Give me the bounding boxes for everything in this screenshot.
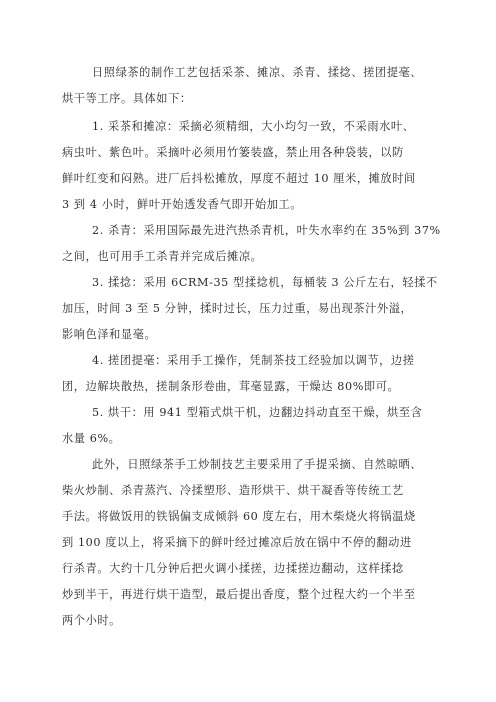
text-line: 2. 杀青：采用国际最先进汽热杀青机，叶失水率约在 35%到 37% [92,224,441,237]
text-line: 两个小时。 [62,614,121,627]
text-line: 鲜叶红变和闷熟。进厂后抖松摊放，厚度不超过 10 厘米，摊放时间 [62,172,416,185]
text-line: 病虫叶、紫色叶。采摘叶必须用竹篓装盛，禁止用各种袋装，以防 [62,146,404,159]
text-line: 加压，时间 3 至 5 分钟，揉时过长，压力过重，易出现茶汁外溢， [62,302,413,315]
text-line: 之间，也可用手工杀青并完成后摊凉。 [62,250,263,263]
text-line: 5. 烘干：用 941 型箱式烘干机，边翻边抖动直至干燥，烘至含 [92,406,423,419]
text-line: 影响色泽和显毫。 [62,328,157,341]
text-line: 日照绿茶的制作工艺包括采茶、摊凉、杀青、揉捻、搓团提毫、 [92,66,423,79]
text-line: 3 到 4 小时，鲜叶开始透发香气即开始加工。 [62,198,303,211]
text-line: 炒到半干，再进行烘干造型，最后提出香度，整个过程大约一个半至 [62,588,416,601]
text-line: 烘干等工序。具体如下： [62,92,192,105]
text-line: 4. 搓团提毫：采用手工操作，凭制茶技工经验加以调节，边搓 [92,354,415,367]
text-line: 行杀青。大约十几分钟后把火调小揉搓，边揉搓边翻动，这样揉捻 [62,562,404,575]
text-line: 柴火炒制、杀青蒸汽、冷揉塑形、造形烘干、烘干凝香等传统工艺 [62,484,404,497]
text-line: 到 100 度以上，将采摘下的鲜叶经过摊凉后放在锅中不停的翻动进 [62,536,412,549]
text-line: 3. 揉捻：采用 6CRM-35 型揉捻机，每桶装 3 公斤左右，轻揉不 [92,276,438,289]
text-line: 水量 6%。 [62,432,121,445]
text-line: 1. 采茶和摊凉：采摘必须精细，大小均匀一致，不采雨水叶、 [92,120,415,133]
text-line: 团，边解块散热，搓制条形卷曲，茸毫显露，干燥达 80%即可。 [62,380,400,393]
text-line: 手法。将做饭用的铁锅偏支成倾斜 60 度左右，用木柴烧火将锅温烧 [62,510,416,523]
text-line: 此外，日照绿茶手工炒制技艺主要采用了手提采摘、自然晾晒、 [92,458,423,471]
